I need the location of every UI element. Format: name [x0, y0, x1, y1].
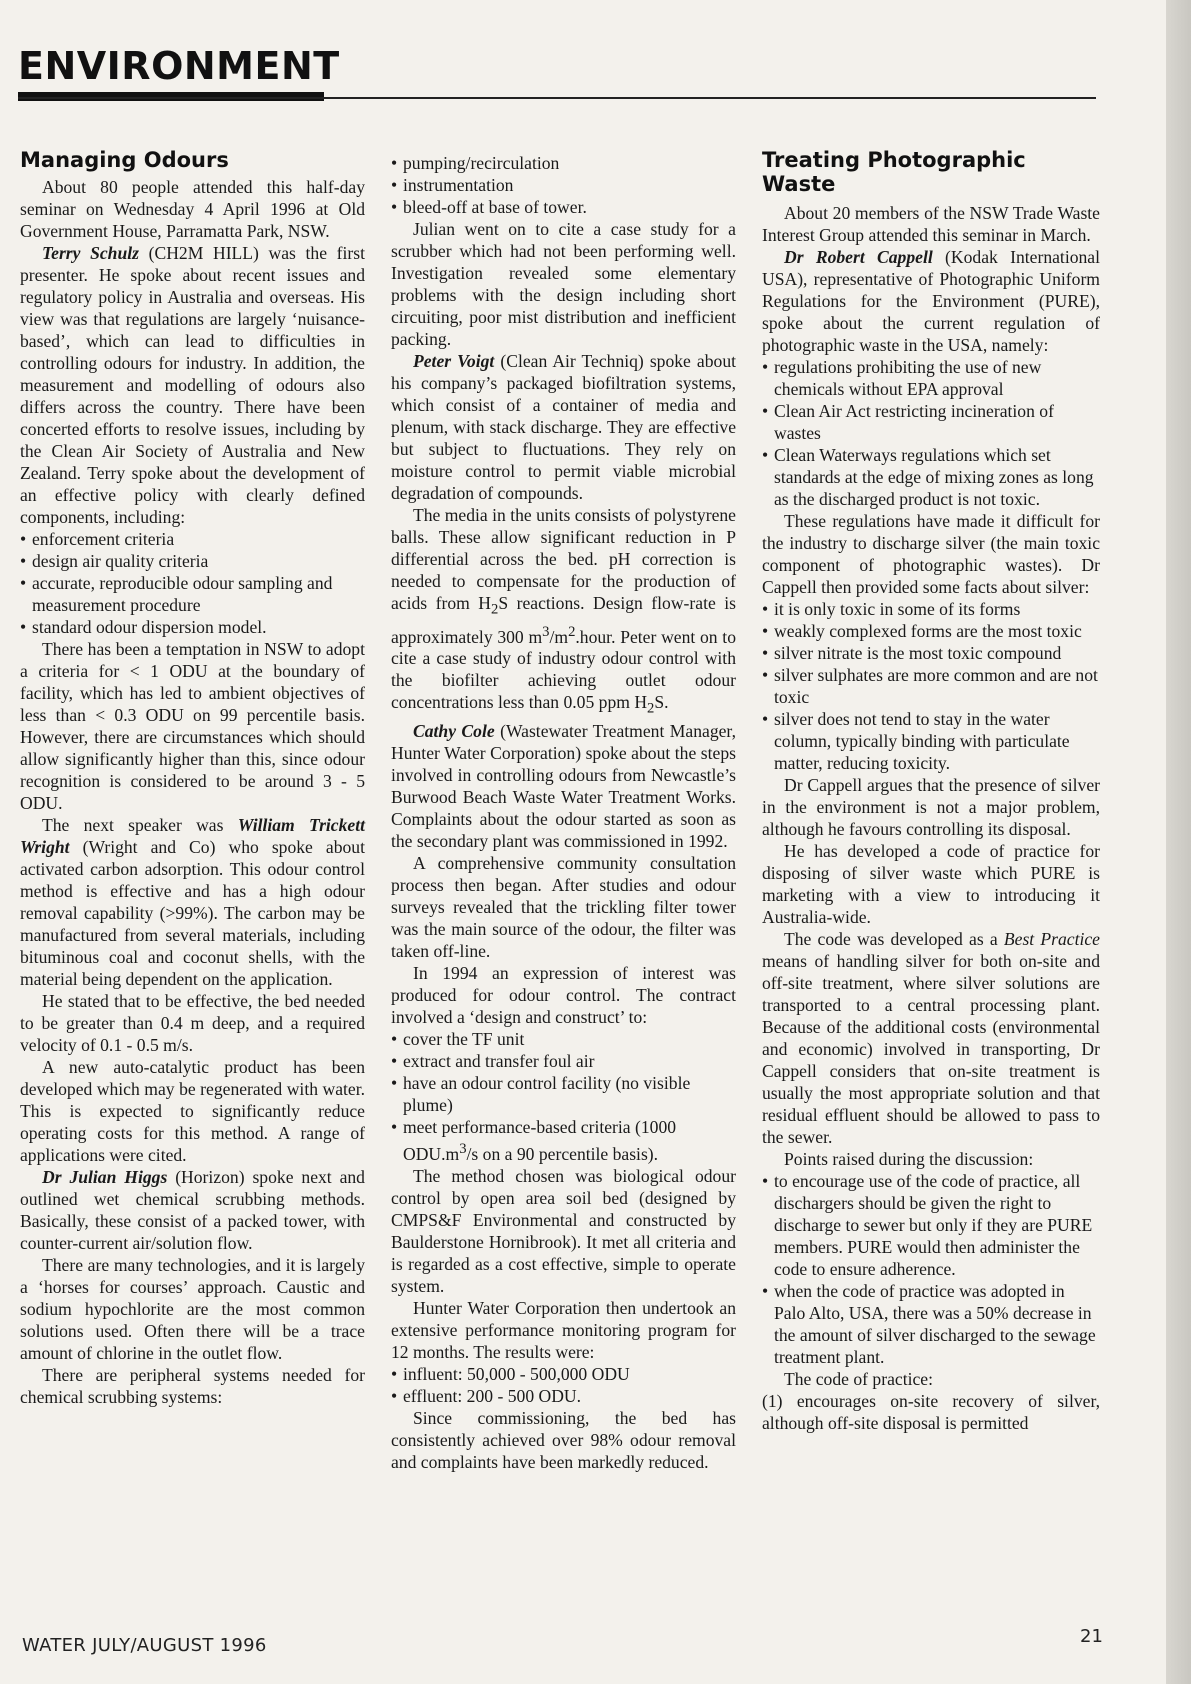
- bullet-list: [391, 1028, 736, 1165]
- paragraph: Julian went on to cite a case study for a scrubber which had not been performing well. Investigation revealed some elementary problems with the design including short circuiting, poor mist distribution and inefficient packing.: [391, 219, 736, 349]
- paragraph: Terry Schulz (CH2M HILL) was the first presenter. He spoke about recent issues and regulatory policy in Australia and overseas. His view was that regulations are largely ‘nuisance-based’, which can lead to difficulties in controlling odours for industry. In addition, the measurement and modelling of odours also differs across the country. There have been concerted efforts to resolve issues, including by the Clean Air Society of Australia and New Zealand. Terry spoke about the development of an effective policy with clearly defined components, including:: [20, 243, 365, 527]
- paragraph: The next speaker was William Trickett Wright (Wright and Co) who spoke about activated carbon adsorption. This odour control method is effective and has a high odour removal capability (>99%). The carbon may be manufactured from several materials, including bituminous coal and coconut shells, with the material being dependent on the application.: [20, 815, 365, 989]
- list-item: • silver sulphates are more common and are not toxic: [762, 664, 1100, 708]
- list-item: • regulations prohibiting the use of new chemicals without EPA approval: [762, 356, 1100, 400]
- list-item: • effluent: 200 - 500 ODU.: [391, 1385, 736, 1407]
- paragraph: He stated that to be effective, the bed needed to be greater than 0.4 m deep, and a required velocity of 0.1 - 0.5 m/s.: [20, 991, 365, 1055]
- list-item: • have an odour control facility (no visible plume): [391, 1072, 736, 1116]
- column-2: [391, 152, 736, 1473]
- list-item: • cover the TF unit: [391, 1028, 736, 1050]
- paragraph: There are peripheral systems needed for chemical scrubbing systems:: [20, 1365, 365, 1407]
- list-item: • Clean Waterways regulations which set standards at the edge of mixing zones as long as the discharged product is not toxic.: [762, 444, 1100, 510]
- speaker-name: Dr Robert Cappell: [784, 247, 933, 267]
- paragraph: About 20 members of the NSW Trade Waste Interest Group attended this seminar in March.: [762, 203, 1100, 245]
- column-1: [20, 148, 365, 1408]
- paragraph: A new auto-catalytic product has been developed which may be regenerated with water. This is expected to significantly reduce operating costs for this method. A range of applications were cited.: [20, 1057, 365, 1165]
- paragraph: Cathy Cole (Wastewater Treatment Manager, Hunter Water Corporation) spoke about the steps involved in controlling odours from Newcastle’s Burwood Beach Waste Water Treatment Works. Complaints about the odour started as soon as the secondary plant was commissioned in 1992.: [391, 720, 736, 851]
- paragraph: Since commissioning, the bed has consistently achieved over 98% odour removal and complaints have been markedly reduced.: [391, 1407, 736, 1472]
- article-title-photographic-waste: Treating Photographic Waste: [762, 148, 1026, 196]
- paragraph: Hunter Water Corporation then undertook an extensive performance monitoring program for 12 months. The results were:: [391, 1297, 736, 1362]
- article-title-managing-odours: Managing Odours: [20, 148, 229, 172]
- list-item: • extract and transfer foul air: [391, 1050, 736, 1072]
- paragraph: About 80 people attended this half-day seminar on Wednesday 4 April 1996 at Old Government House, Parramatta Park, NSW.: [20, 177, 365, 241]
- paragraph: In 1994 an expression of interest was produced for odour control. The contract involved a ‘design and construct’ to:: [391, 962, 736, 1027]
- list-item: • silver nitrate is the most toxic compound: [762, 642, 1100, 664]
- paragraph: He has developed a code of practice for disposing of silver waste which PURE is marketing with a view to introducing it Australia-wide.: [762, 841, 1100, 927]
- paragraph: Dr Cappell argues that the presence of silver in the environment is not a major problem, although he favours controlling its disposal.: [762, 775, 1100, 839]
- list-item: • silver does not tend to stay in the water column, typically binding with particulate matter, reducing toxicity.: [762, 708, 1100, 774]
- paragraph: There are many technologies, and it is largely a ‘horses for courses’ approach. Caustic and sodium hypochlorite are the most common solutions used. Often there will be a trace amount of chlorine in the outlet flow.: [20, 1255, 365, 1363]
- list-item: • it is only toxic in some of its forms: [762, 598, 1100, 620]
- page-number: 21: [1080, 1626, 1103, 1647]
- list-item: • weakly complexed forms are the most toxic: [762, 620, 1100, 642]
- footer-publication: WATER JULY/AUGUST 1996: [22, 1635, 267, 1656]
- speaker-name: Peter Voigt: [413, 351, 495, 371]
- paragraph: The code of practice:: [784, 1369, 933, 1389]
- speaker-name: Cathy Cole: [413, 720, 495, 741]
- bullet-list: [762, 1170, 1100, 1368]
- bullet-list: [20, 528, 365, 638]
- bullet-list: [762, 356, 1100, 510]
- paragraph: Dr Robert Cappell (Kodak International USA), representative of Photographic Uniform Regulations for the Environment (PURE), spoke about the current regulation of photographic waste in the USA, namely:: [762, 247, 1101, 355]
- list-item: • bleed-off at base of tower.: [391, 196, 736, 218]
- column-3: [762, 148, 1100, 1434]
- paragraph: The media in the units consists of polystyrene balls. These allow significant reduction in P differential across the bed. pH correction is needed to compensate for the production of acids from $H_2S$ reactions. Design flow-rate is approximately 300 $m^3/m^2.hour$. Peter went on to cite a case study of industry odour control with the biofilter achieving outlet odour concentrations less than 0.05 ppm $H_2S$.: [391, 505, 736, 717]
- list-item: • instrumentation: [391, 174, 736, 196]
- list-item: • meet performance-based criteria (1000 $ODU.m^3/s$ on a 90 percentile basis).: [391, 1116, 736, 1165]
- paragraph: These regulations have made it difficult for the industry to discharge silver (the main toxic component of photographic wastes). Dr Cappell then provided some facts about silver:: [762, 511, 1100, 597]
- paragraph: The method chosen was biological odour control by open area soil bed (designed by CMPS&F Environmental and constructed by Baulderstone Hornibrook). It met all criteria and is regarded as a cost effective, simple to operate system.: [391, 1165, 736, 1296]
- emphasis: Best Practice: [1003, 929, 1100, 949]
- paragraph: The code was developed as a Best Practice means of handling silver for both on-site and off-site treatment, where silver solutions are transported to a central processing plant. Because of the additional costs (environmental and economic) involved in transporting, Dr Cappell considers that on-site treatment is usually the most appropriate solution and that residual effluent should be allowed to pass to the sewer.: [762, 929, 1100, 1147]
- paragraph: Points raised during the discussion:: [784, 1149, 1034, 1169]
- speaker-name: William Trickett Wright: [20, 815, 365, 857]
- list-item: • pumping/recirculation: [391, 152, 736, 174]
- speaker-name: Terry Schulz: [42, 243, 139, 263]
- bullet-list: [762, 598, 1100, 774]
- paragraph: There has been a temptation in NSW to adopt a criteria for < 1 ODU at the boundary of facility, which has led to ambient objectives of less than < 0.3 ODU on 99 percentile basis. However, there are circumstances which should allow significantly higher than this, since odour recognition is considered to be around 3 - 5 ODU.: [20, 639, 365, 813]
- bullet-list: [391, 1363, 736, 1407]
- section-rule-thin: [18, 97, 1096, 99]
- list-item: • influent: 50,000 - 500,000 ODU: [391, 1363, 736, 1385]
- page-edge-shadow: [1166, 0, 1191, 1684]
- paragraph: A comprehensive community consultation process then began. After studies and odour surveys revealed that the trickling filter tower was the main source of the odour, the filter was taken off-line.: [391, 852, 736, 961]
- list-item: • Clean Air Act restricting incineration of wastes: [762, 400, 1100, 444]
- list-item: • to encourage use of the code of practice, all dischargers should be given the right to discharge to sewer but only if they are PURE members. PURE would then administer the code to ensure adherence.: [762, 1170, 1100, 1280]
- speaker-name: Dr Julian Higgs: [42, 1167, 168, 1187]
- list-item: • design air quality criteria: [20, 550, 365, 572]
- list-item: • accurate, reproducible odour sampling and measurement procedure: [20, 572, 365, 616]
- paragraph: Dr Julian Higgs (Horizon) spoke next and outlined wet chemical scrubbing methods. Basically, these consist of a packed tower, with counter-current air/solution flow.: [20, 1167, 365, 1253]
- section-heading: ENVIRONMENT: [18, 44, 340, 88]
- bullet-list: [391, 152, 736, 218]
- list-item: • when the code of practice was adopted in Palo Alto, USA, there was a 50% decrease in the amount of silver discharged to the sewage treatment plant.: [762, 1280, 1100, 1368]
- paragraph: Peter Voigt (Clean Air Techniq) spoke about his company’s packaged biofiltration systems, which consist of a container of media and plenum, with stack discharge. They are effective but subject to fluctuations. They rely on moisture control to permit viable microbial degradation of compounds.: [391, 351, 737, 503]
- paragraph: (1) encourages on-site recovery of silver, although off-site disposal is permitted: [762, 1391, 1100, 1433]
- list-item: • enforcement criteria: [20, 528, 365, 550]
- list-item: • standard odour dispersion model.: [20, 616, 365, 638]
